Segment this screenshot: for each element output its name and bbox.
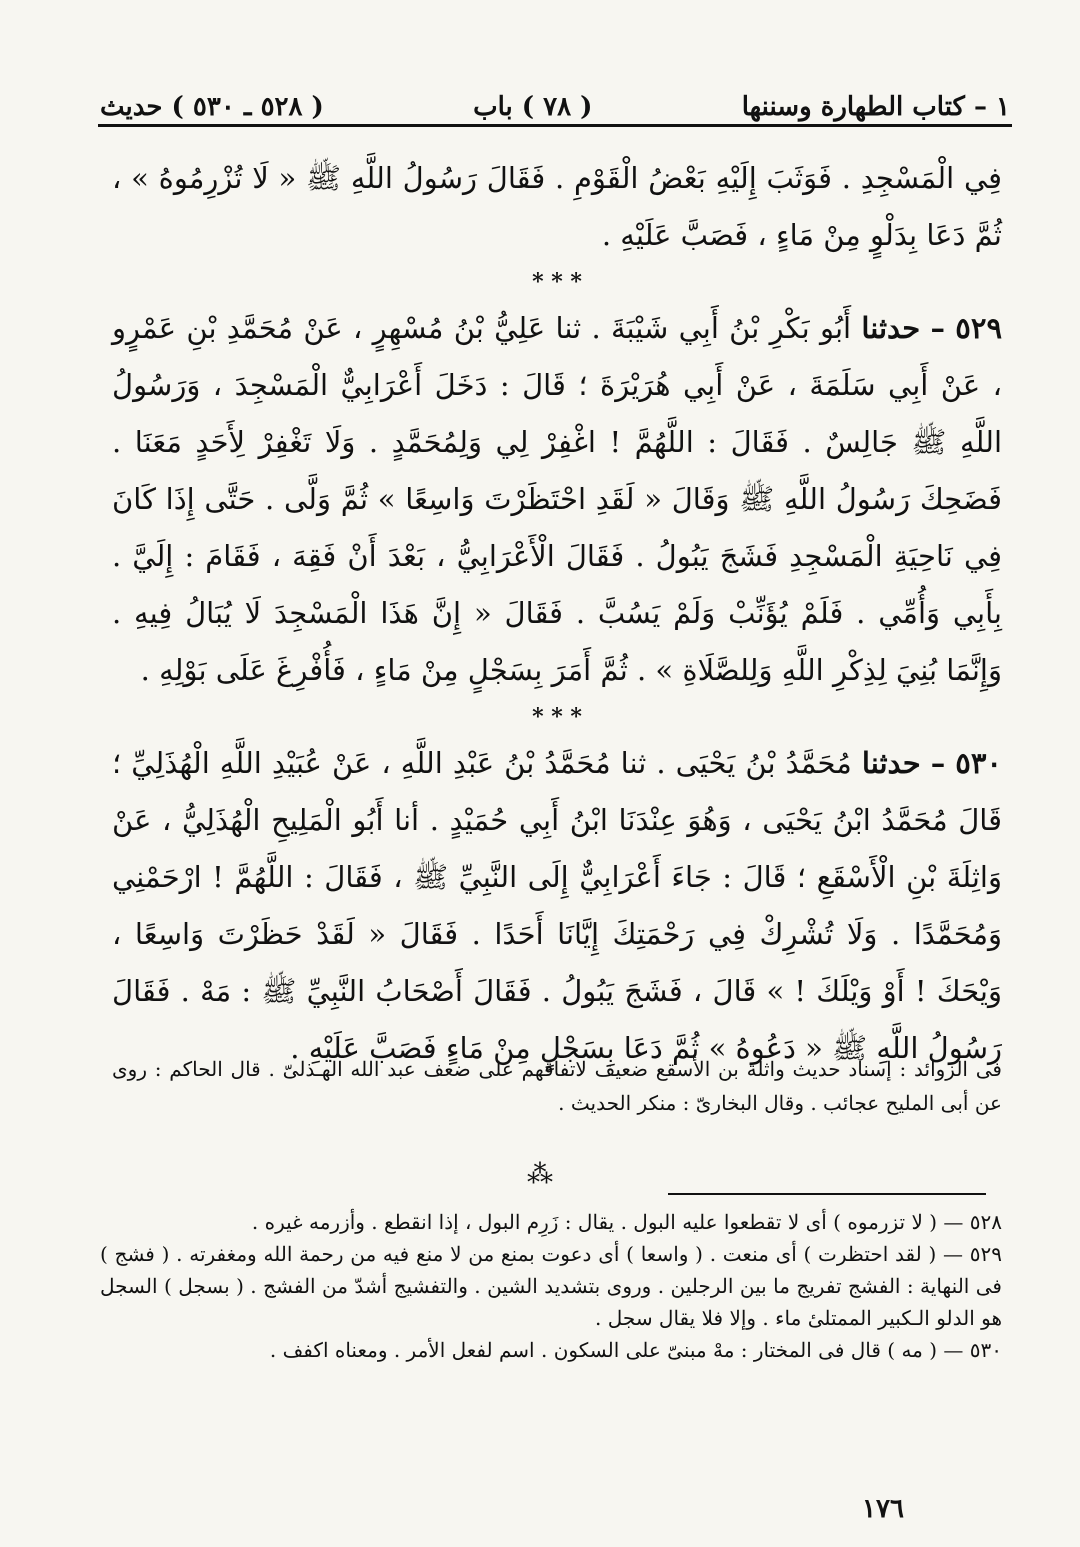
- zawaid-text: فى الزوائد : إسناد حديث واثلة بن الأسقع ضعيف لاتفاقهم على ضعف عبد الله الهـذلىّ . قال الحاكم : روى عن أبى المليح عجائب . وقال البخارىّ : منكر الحديث .: [112, 1057, 1002, 1115]
- footnote-528: ٥٢٨ — ( لا تزرموه ) أى لا تقطعوا عليه البول . يقال : زَرِم البول ، إذا انقطع . وأزرمه غيره .: [251, 1210, 1002, 1234]
- header-hadith-range: ( ٥٢٨ ـ ٥٣٠ ) حديث: [100, 92, 324, 122]
- hadith-heading: حدثنا: [861, 311, 921, 345]
- separator-stars: * * *: [532, 269, 582, 295]
- footnote-529: ٥٢٩ — ( لقد احتظرت ) أى منعت . ( واسعا ) أى دعوت بمنع من لا منع فيه من رحمة الله ومغفرته . ( فشج ) فى النهاية : الفشج تفريج ما بين الرجلين . وروى بتشديد الشين . والتفشيج أشدّ من الفشج . ( بسجل ) السجل هو الدلو الـكبير الممتلىٔ ماء . وإلا فلا يقال سجل .: [100, 1242, 1002, 1330]
- zawaid-note: [112, 1052, 1002, 1120]
- hadith-number: ٥٣٠: [955, 746, 1002, 780]
- running-header: [100, 82, 1010, 122]
- hadith-530: [112, 735, 1002, 1077]
- hadith-text: مُحَمَّدُ بْنُ يَحْيَى . ثنا مُحَمَّدُ بْنُ عَبْدِ اللَّهِ ، عَنْ عُبَيْدِ اللَّهِ الْهُذَلِيِّ ؛ قَالَ مُحَمَّدُ ابْنُ يَحْيَى ، وَهُوَ عِنْدَنَا ابْنُ أَبِي حُمَيْدٍ . أنا أَبُو الْمَلِيحِ الْهُذَلِيُّ ، عَنْ وَاثِلَةَ بْنِ الْأَسْقَعِ ؛ قَالَ : جَاءَ أَعْرَابِيٌّ إِلَى النَّبِيِّ ﷺ ، فَقَالَ : اللَّهُمَّ ! ارْحَمْنِي وَمُحَمَّدًا . وَلَا تُشْرِكْ فِي رَحْمَتِكَ إِيَّانَا أَحَدًا . فَقَالَ « لَقَدْ حَظَرْتَ وَاسِعًا ، وَيْحَكَ ! أَوْ وَيْلَكَ ! » قَالَ ، فَشَجَ يَبُولُ . فَقَالَ أَصْحَابُ النَّبِيِّ ﷺ : مَهْ . فَقَالَ رَسُولُ اللَّهِ ﷺ « دَعُوهُ » ثُمَّ دَعَا بِسَجْلٍ مِنْ مَاءٍ فَصَبَّ عَلَيْهِ .: [112, 746, 1002, 1065]
- hadith-heading: حدثنا: [861, 746, 921, 780]
- hadith-number: ٥٢٩: [955, 311, 1003, 345]
- footnotes: [100, 1206, 1002, 1366]
- header-chapter: ( ٧٨ ) باب: [473, 92, 593, 122]
- footnote-530: ٥٣٠ — ( مه ) قال فى المختار : مهْ مبنىّ على السكون . اسم لفعل الأمر . ومعناه اكفف .: [269, 1338, 1002, 1362]
- hadith-529: [112, 300, 1002, 699]
- hadith-dash: –: [930, 311, 945, 345]
- main-text: [112, 150, 1002, 1077]
- header-divider: [98, 124, 1012, 127]
- continued-hadith-528: فِي الْمَسْجِدِ . فَوَثَبَ إِلَيْهِ بَعْضُ الْقَوْمِ . فَقَالَ رَسُولُ اللَّهِ ﷺ « لَا تُزْرِمُوهُ » ، ثُمَّ دَعَا بِدَلْوٍ مِنْ مَاءٍ ، فَصَبَّ عَلَيْهِ .: [112, 161, 1002, 252]
- footnote-divider: [668, 1193, 986, 1195]
- hadith-dash: –: [930, 746, 946, 780]
- page-number: ١٧٦: [862, 1494, 904, 1524]
- separator-stars: * * *: [532, 704, 582, 730]
- ornament-asterism: ⁂: [527, 1160, 553, 1190]
- hadith-text: أَبُو بَكْرِ بْنُ أَبِي شَيْبَةَ . ثنا عَلِيُّ بْنُ مُسْهِرٍ ، عَنْ مُحَمَّدِ بْنِ عَمْرٍو ، عَنْ أَبِي سَلَمَةَ ، عَنْ أَبِي هُرَيْرَةَ ؛ قَالَ : دَخَلَ أَعْرَابِيٌّ الْمَسْجِدَ ، وَرَسُولُ اللَّهِ ﷺ جَالِسٌ . فَقَالَ : اللَّهُمَّ ! اغْفِرْ لِي وَلِمُحَمَّدٍ . وَلَا تَغْفِرْ لِأَحَدٍ مَعَنَا . فَضَحِكَ رَسُولُ اللَّهِ ﷺ وَقَالَ « لَقَدِ احْتَظَرْتَ وَاسِعًا » ثُمَّ وَلَّى . حَتَّى إِذَا كَانَ فِي نَاحِيَةِ الْمَسْجِدِ فَشَجَ يَبُولُ . فَقَالَ الْأَعْرَابِيُّ ، بَعْدَ أَنْ فَقِهَ ، فَقَامَ : إِلَيَّ . بِأَبِي وَأُمِّي . فَلَمْ يُؤَنِّبْ وَلَمْ يَسُبَّ . فَقَالَ « إِنَّ هَذَا الْمَسْجِدَ لَا يُبَالُ فِيهِ . وَإِنَّمَا بُنِيَ لِذِكْرِ اللَّهِ وَلِلصَّلَاةِ » . ثُمَّ أَمَرَ بِسَجْلٍ مِنْ مَاءٍ ، فَأُفْرِغَ عَلَى بَوْلِهِ .: [112, 311, 1002, 687]
- header-book-title: ١ – كتاب الطهارة وسننها: [741, 92, 1010, 122]
